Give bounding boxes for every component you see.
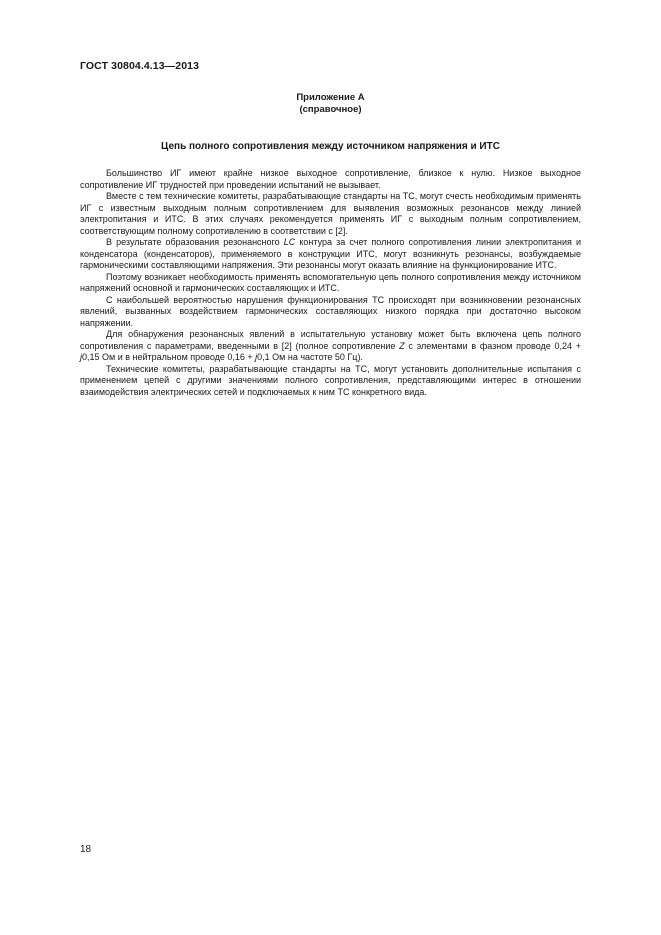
paragraph-text: Для обнаружения резонансных явлений в испытательную установку может быть включена цепь полного сопротивления с параметрами, введенными в [2] (полное сопротивление bbox=[80, 329, 581, 351]
paragraph bbox=[80, 237, 581, 272]
paragraph: С наибольшей вероятностью нарушения функционирования ТС происходят при возникновении резонансных явлений, вызванных воздействием гармонических составляющих низкого порядка при достаточно высоком напряжении. bbox=[80, 294, 581, 328]
italic-symbol: Z bbox=[399, 340, 405, 351]
paragraph-text: 0,15 Ом и в нейтральном проводе 0,16 + bbox=[82, 352, 256, 362]
paragraph: Вместе с тем технические комитеты, разрабатывающие стандарты на ТС, могут счесть необходимым применять ИГ с известным выходным полным сопротивлением для выявления возможных резонансов между линией электропитания и ИТС. В этих случаях рекомендуется применять ИГ с выходным полным сопротивлением, соответствующим полному сопротивлению в соответствии с [2]. bbox=[80, 191, 581, 236]
paragraph: Поэтому возникает необходимость применять вспомогательную цепь полного сопротивления между источником напряжений основной и гармонических составляющих и ИТС. bbox=[80, 271, 581, 293]
annex-heading bbox=[80, 92, 581, 116]
paragraph-text: В результате образования резонансного bbox=[106, 237, 284, 247]
document-header: ГОСТ 30804.4.13—2013 bbox=[80, 60, 200, 72]
annex-type: (справочное) bbox=[299, 104, 362, 115]
annex-title: Цепь полного сопротивления между источником напряжения и ИТС bbox=[161, 141, 500, 152]
page-number: 18 bbox=[80, 844, 92, 855]
italic-symbol: j bbox=[80, 352, 82, 362]
italic-term: LC bbox=[283, 237, 296, 247]
paragraph: Большинство ИГ имеют крайне низкое выходное сопротивление, близкое к нулю. Низкое выходное сопротивление ИГ трудностей при проведении испытаний не вызывает. bbox=[80, 168, 581, 190]
paragraph: Технические комитеты, разрабатывающие стандарты на ТС, могут установить дополнительные испытания с применением цепей с другими значениями полного сопротивления, представляющими интерес в отношении взаимодействия электрических сетей и подключаемых к ним ТС конкретного вида. bbox=[80, 363, 581, 397]
annex-label: Приложение А bbox=[296, 92, 365, 103]
paragraph-text: 0,1 Ом на частоте 50 Гц). bbox=[257, 352, 363, 362]
paragraph bbox=[80, 329, 581, 364]
paragraph-text: контура за счет полного сопротивления линии электропитания и конденсатора (конденсаторов), применяемого в конструкции ИТС, могут возникнуть резонансы, возбуждаемые гармоническими составляющими напряжения. Эти резонансы могут оказать влияние на функционирование ИТС. bbox=[80, 237, 581, 270]
paragraph-text: с элементами в фазном проводе 0,24 + bbox=[404, 340, 581, 351]
document-body bbox=[80, 168, 581, 398]
italic-symbol: j bbox=[255, 352, 258, 362]
